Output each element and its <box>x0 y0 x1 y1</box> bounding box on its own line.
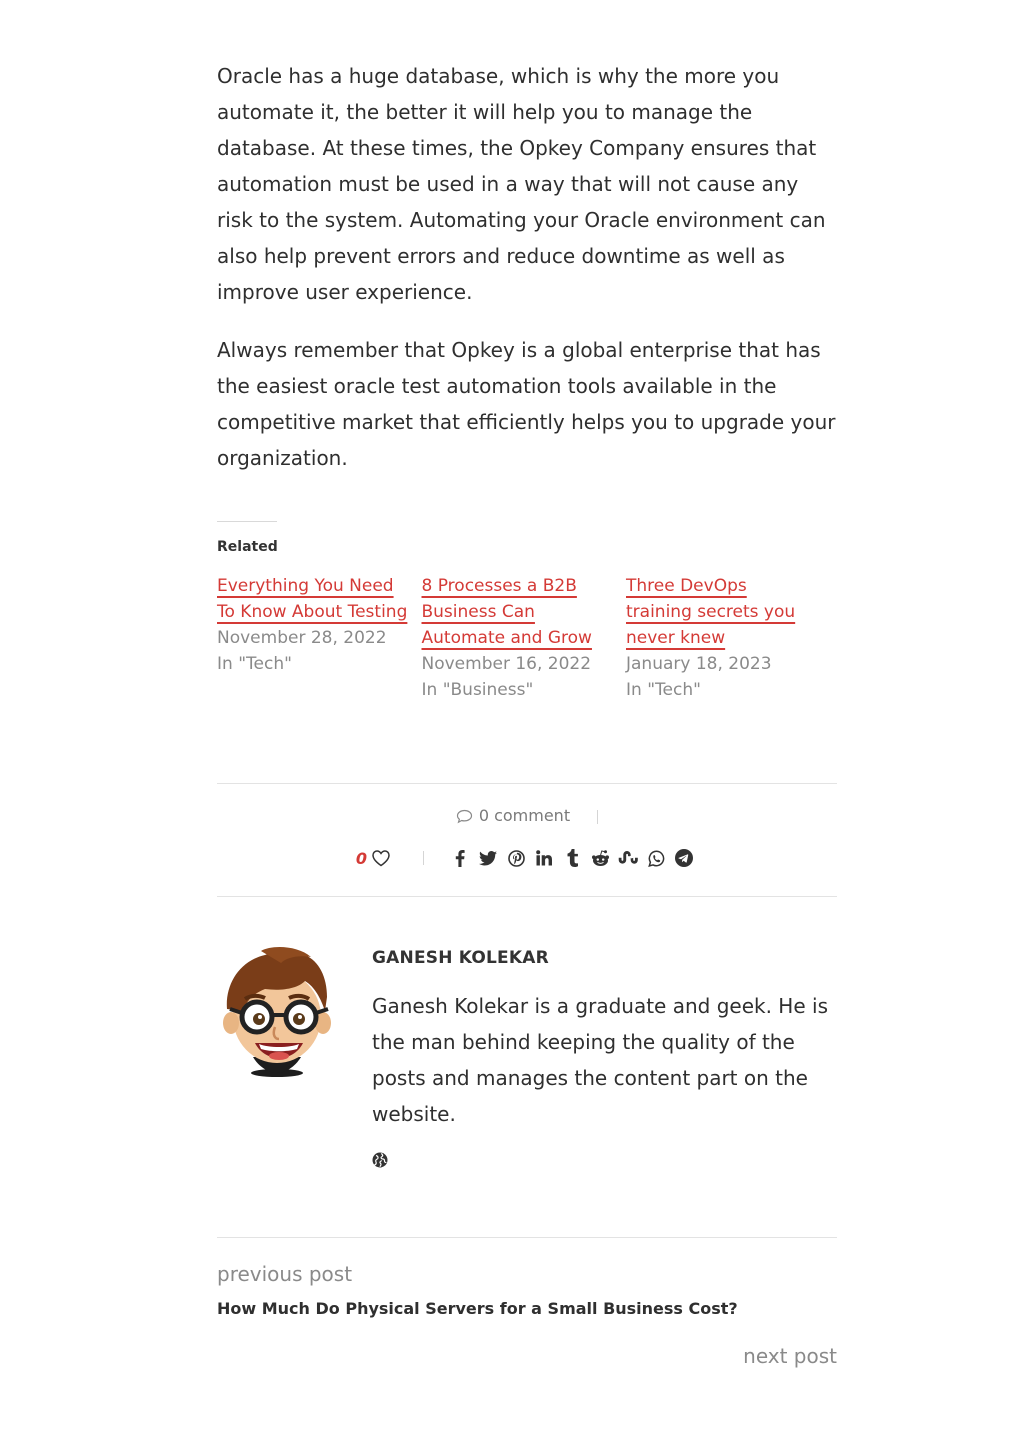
heart-icon <box>371 849 391 867</box>
author-bio: Ganesh Kolekar is a graduate and geek. He is the man behind keeping the quality of the posts and manages the content part on the website. <box>372 994 828 1126</box>
related-category: In "Tech" <box>626 680 701 700</box>
globe-icon[interactable] <box>372 1152 388 1168</box>
twitter-icon-glyph <box>479 851 497 866</box>
related-category: In "Tech" <box>217 654 292 674</box>
telegram-icon-glyph <box>675 849 693 867</box>
article-paragraph: Oracle has a huge database, which is why the more you automate it, the better it will help you to manage the database. At these times, the Opkey Company ensures that automation must be used in a way that will not cause any risk to the system. Automating your Oracle environment can also help prevent errors and reduce downtime as well as improve user experience. <box>217 64 826 304</box>
related-link[interactable]: Three DevOps training secrets you never knew <box>626 576 796 648</box>
related-item <box>626 573 831 703</box>
tumblr-icon-glyph <box>567 849 578 867</box>
related-date: November 28, 2022 <box>217 628 387 648</box>
pinterest-icon-glyph <box>508 850 525 867</box>
related-category: In "Business" <box>421 680 534 700</box>
share-separator <box>423 851 424 865</box>
stumbleupon-icon[interactable] <box>618 848 638 868</box>
related-item <box>217 573 422 703</box>
author-name[interactable]: GANESH KOLEKAR <box>372 948 549 968</box>
share-row <box>217 848 837 868</box>
reddit-icon[interactable] <box>590 848 610 868</box>
author-info <box>372 945 842 1172</box>
telegram-icon[interactable] <box>674 848 694 868</box>
reddit-icon-glyph <box>591 850 610 867</box>
related-divider <box>217 521 277 522</box>
next-post-label[interactable]: next post <box>743 1344 837 1368</box>
previous-post-link[interactable]: How Much Do Physical Servers for a Small Business Cost? <box>217 1299 738 1318</box>
comment-row <box>217 806 837 825</box>
twitter-icon[interactable] <box>478 848 498 868</box>
related-date: January 18, 2023 <box>626 654 772 674</box>
stumbleupon-icon-glyph <box>618 851 638 865</box>
like-count: 0 <box>355 848 368 868</box>
comment-link[interactable] <box>456 806 575 825</box>
post-meta-bar <box>217 783 837 897</box>
related-link[interactable]: 8 Processes a B2B Business Can Automate and Grow <box>421 576 592 648</box>
related-item <box>422 573 627 703</box>
related-link[interactable]: Everything You Need To Know About Testing <box>217 576 408 622</box>
article-body <box>217 58 837 498</box>
previous-post-label[interactable]: previous post <box>217 1262 353 1286</box>
linkedin-icon[interactable] <box>534 848 554 868</box>
related-grid <box>217 573 837 703</box>
post-navigation <box>217 1237 837 1368</box>
whatsapp-icon[interactable] <box>646 848 666 868</box>
tumblr-icon[interactable] <box>562 848 582 868</box>
comment-icon <box>456 809 473 824</box>
related-date: November 16, 2022 <box>421 654 592 674</box>
article-paragraph: Always remember that Opkey is a global enterprise that has the easiest oracle test automation tools available in the competitive market that efficiently helps you to upgrade your organization. <box>217 338 836 470</box>
whatsapp-icon-glyph <box>648 850 665 867</box>
related-posts <box>217 521 837 703</box>
facebook-icon[interactable] <box>450 848 470 868</box>
avatar[interactable] <box>217 945 337 1077</box>
related-heading: Related <box>217 539 278 555</box>
linkedin-icon-glyph <box>536 850 552 866</box>
facebook-icon-glyph <box>455 850 465 867</box>
pinterest-icon[interactable] <box>506 848 526 868</box>
like-button[interactable] <box>371 849 391 867</box>
meta-separator <box>597 810 598 824</box>
comment-count: 0 comment <box>478 806 571 825</box>
